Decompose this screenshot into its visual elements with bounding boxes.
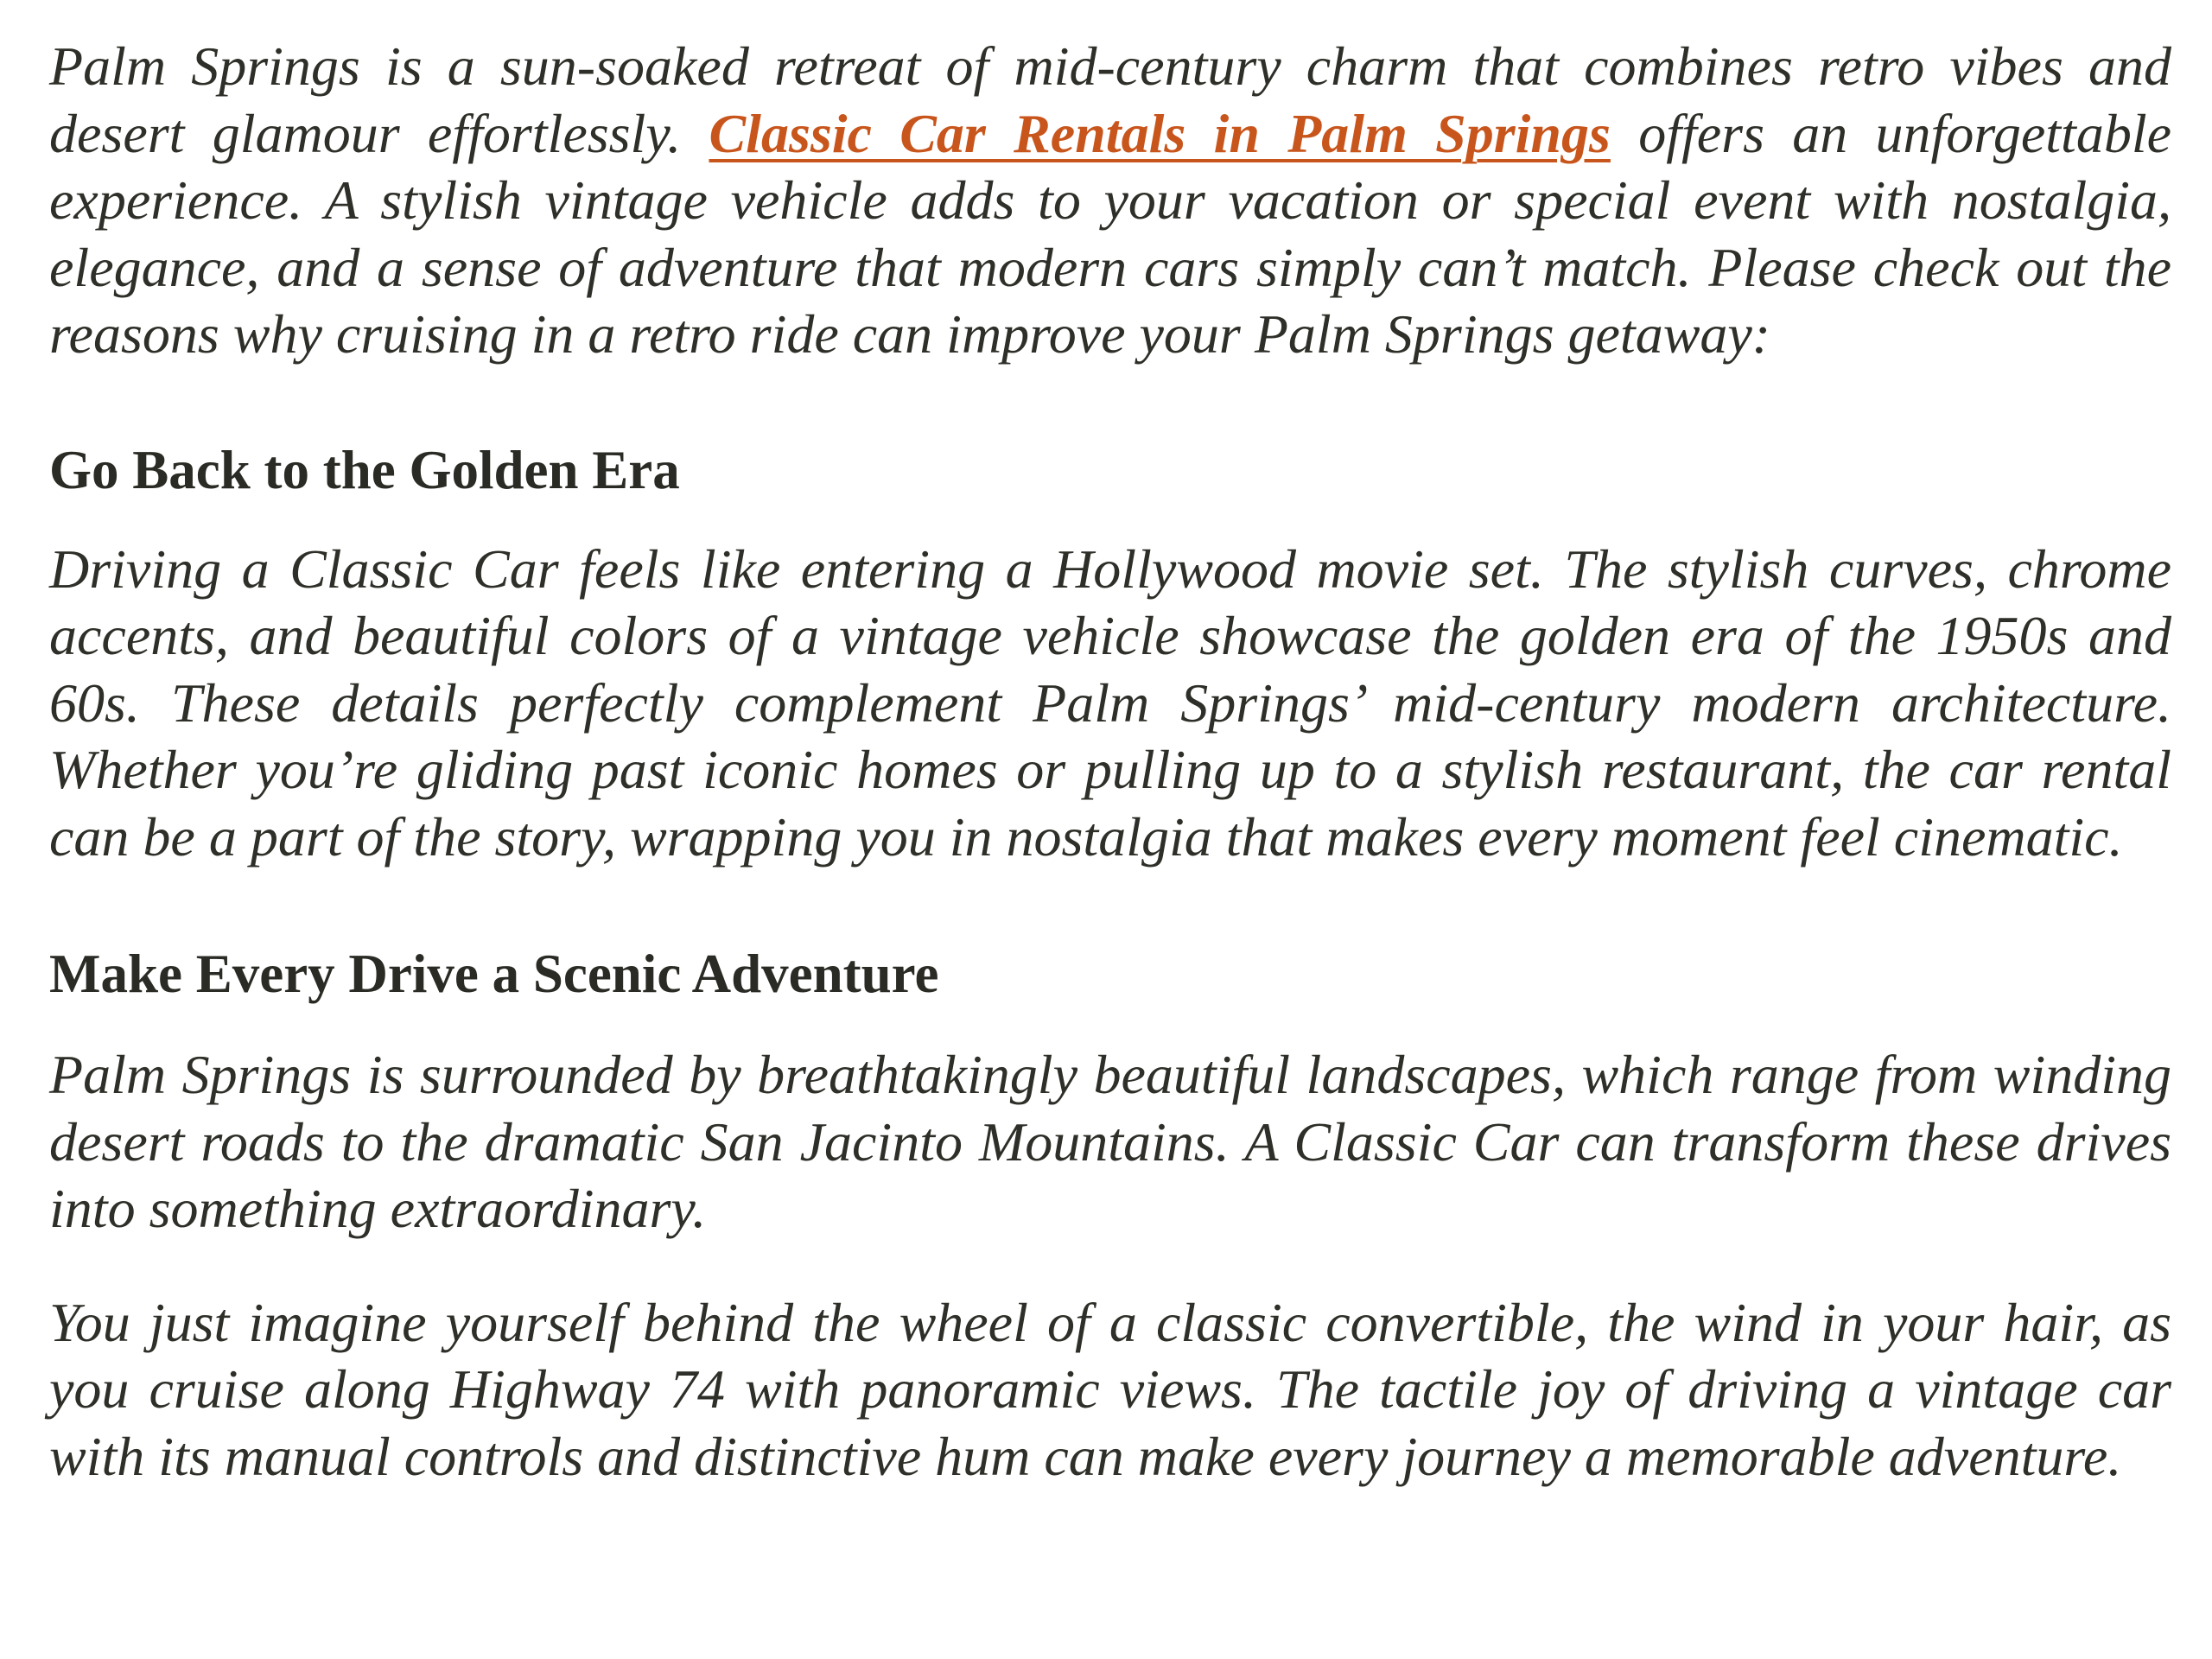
section-heading-scenic-adventure: Make Every Drive a Scenic Adventure <box>49 944 939 1004</box>
intro-paragraph <box>49 33 2171 368</box>
intro-text-before-link: Palm Springs is a sun-soaked retreat of mid-century charm that combines retro vibes and desert glamour effortlessly. <box>49 35 2171 164</box>
scenic-adventure-paragraph-2: You just imagine yourself behind the wheel of a classic convertible, the wind in your hair, as you cruise along Highway 74 with panoramic views. The tactile joy of driving a vintage car with its manual controls and distinctive hum can make every journey a memorable adventure. <box>49 1291 2171 1487</box>
article-body <box>49 33 2171 1490</box>
classic-car-rentals-link[interactable]: Classic Car Rentals in Palm Springs <box>709 102 1611 164</box>
section-heading-golden-era: Go Back to the Golden Era <box>49 439 680 500</box>
golden-era-paragraph: Driving a Classic Car feels like entering a Hollywood movie set. The stylish curves, chrome accents, and beautiful colors of a vintage vehicle showcase the golden era of the 1950s and 60s. These details perfectly complement Palm Springs’ mid-century modern architecture. Whether you’re gliding past iconic homes or pulling up to a stylish restaurant, the car rental can be a part of the story, wrapping you in nostalgia that makes every moment feel cinematic. <box>49 537 2171 868</box>
intro-text-after-link: offers an unforgettable experience. A stylish vintage vehicle adds to your vacation or special event with nostalgia, elegance, and a sense of adventure that modern cars simply can’t match. Please check out the reasons why cruising in a retro ride can improve your Palm Springs getaway: <box>49 102 2171 365</box>
scenic-adventure-paragraph-1: Palm Springs is surrounded by breathtakingly beautiful landscapes, which range from winding desert roads to the dramatic San Jacinto Mountains. A Classic Car can transform these drives into something extraordinary. <box>49 1044 2171 1239</box>
